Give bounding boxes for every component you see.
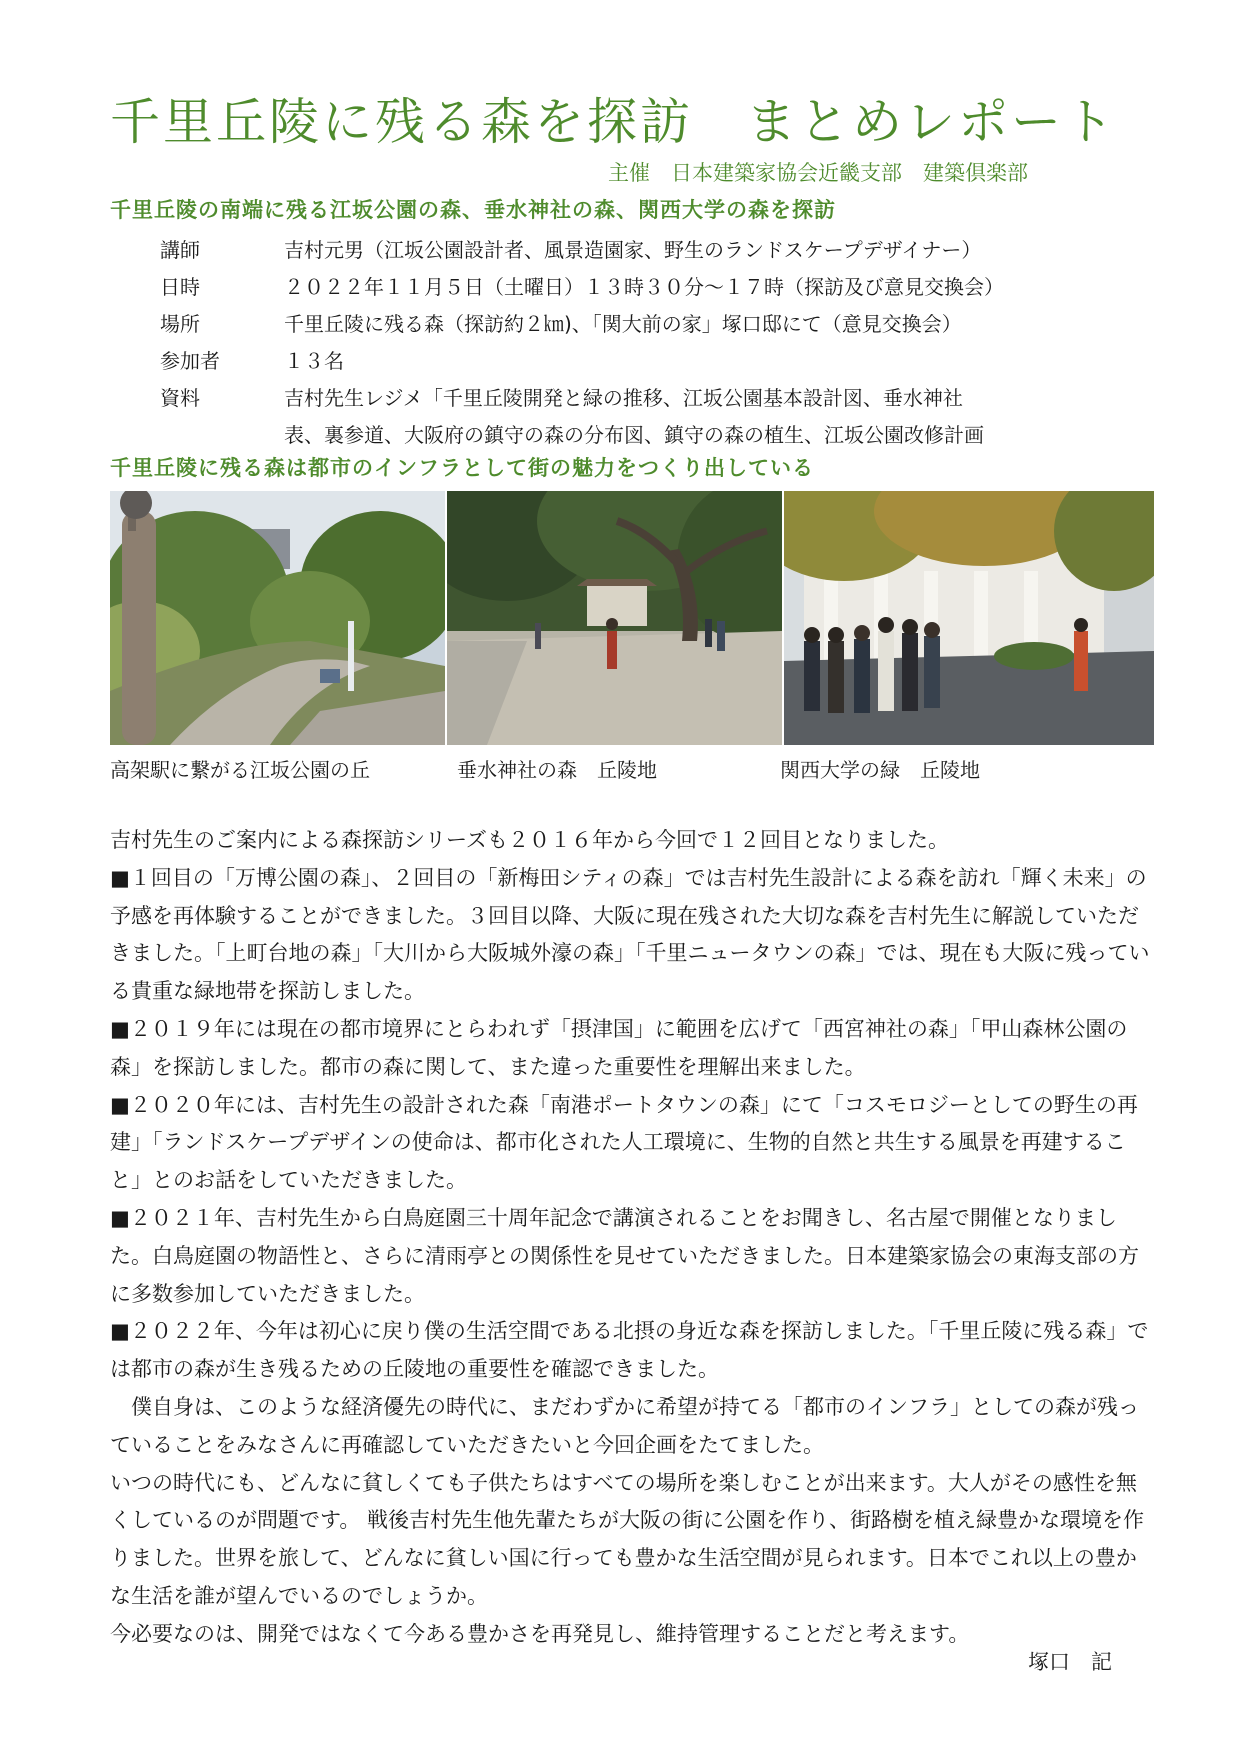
info-row-participants bbox=[160, 341, 1160, 378]
info-row-materials bbox=[160, 378, 1160, 415]
place-label: 場所 bbox=[160, 312, 200, 336]
lecturer-value: 吉村元男（江坂公園設計者、風景造園家、野生のランドスケープデザイナー） bbox=[284, 238, 982, 262]
place-value: 千里丘陵に残る森（探訪約２㎞)、「関大前の家」塚口邸にて（意見交換会） bbox=[284, 312, 962, 336]
photo-strip bbox=[110, 491, 1154, 745]
report-body bbox=[110, 822, 1155, 1654]
photo-kansai-university bbox=[784, 491, 1154, 745]
esaka-park-image bbox=[110, 491, 445, 745]
caption-kansai-university: 関西大学の緑 丘陵地 bbox=[780, 758, 980, 782]
date-value: ２０２２年１１月５日（土曜日）１３時３０分～１７時（探訪及び意見交換会） bbox=[284, 275, 1004, 299]
photo-esaka-park bbox=[110, 491, 445, 745]
report-title: 千里丘陵に残る森を探訪 まとめレポート bbox=[110, 93, 1117, 151]
materials-label: 資料 bbox=[160, 386, 200, 410]
event-info bbox=[160, 230, 1160, 452]
photo-tarumi-shrine bbox=[447, 491, 782, 745]
lecturer-label: 講師 bbox=[160, 238, 200, 262]
info-row-lecturer bbox=[160, 230, 1160, 267]
participants-value: １３名 bbox=[284, 349, 344, 373]
subheading-forests: 千里丘陵の南端に残る江坂公園の森、垂水神社の森、関西大学の森を探訪 bbox=[110, 198, 836, 222]
paragraph-2020: ■２０２０年には、吉村先生の設計された森「南港ポートタウンの森」にて「コスモロジーとしての野生の再建」「ランドスケープデザインの使命は、都市化された人工環境に、生物的自然と共生する風景を再建すること」とのお話をしていただきました。 bbox=[110, 1092, 1138, 1193]
subheading-infrastructure: 千里丘陵に残る森は都市のインフラとして街の魅力をつくり出している bbox=[110, 456, 814, 480]
materials-value-line1: 吉村先生レジメ「千里丘陵開発と緑の推移、江坂公園基本設計図、垂水神社 bbox=[284, 386, 963, 410]
caption-tarumi-shrine: 垂水神社の森 丘陵地 bbox=[457, 758, 657, 782]
kansai-university-image bbox=[784, 491, 1154, 745]
date-label: 日時 bbox=[160, 275, 200, 299]
paragraph-first-sessions: ■１回目の「万博公園の森」、２回目の「新梅田シティの森」では吉村先生設計による森を訪れ「輝く未来」の予感を再体験することができました。３回目以降、大阪に現在残された大切な森を吉村先生に解説していただきました。「上町台地の森」「大川から大阪城外濠の森」「千里ニュータウンの森」では、現在も大阪に残っている貴重な緑地帯を探訪しました。 bbox=[110, 865, 1150, 1004]
paragraph-motivation: 僕自身は、このような経済優先の時代に、まだわずかに希望が持てる「都市のインフラ」としての森が残っていることをみなさんに再確認していただきたいと今回企画をたてました。 bbox=[110, 1394, 1139, 1457]
paragraph-conclusion: 今必要なのは、開発ではなくて今ある豊かさを再発見し、維持管理することだと考えます。 bbox=[110, 1621, 970, 1646]
participants-label: 参加者 bbox=[160, 349, 220, 373]
paragraph-children: いつの時代にも、どんなに貧しくても子供たちはすべての場所を楽しむことが出来ます。大人がその感性を無くしているのが問題です。 戦後吉村先生他先輩たちが大阪の街に公園を作り、街路樹を植え緑豊かな環境を作りました。世界を旅して、どんなに貧しい国に行っても豊かな生活空間が見られます。日本でこれ以上の豊かな生活を誰が望んでいるのでしょうか。 bbox=[110, 1470, 1144, 1608]
materials-value-line2: 表、裏参道、大阪府の鎮守の森の分布図、鎮守の森の植生、江坂公園改修計画 bbox=[284, 423, 984, 447]
tarumi-shrine-image bbox=[447, 491, 782, 745]
caption-esaka-park: 高架駅に繋がる江坂公園の丘 bbox=[110, 758, 370, 782]
paragraph-2019: ■２０１９年には現在の都市境界にとらわれず「摂津国」に範囲を広げて「西宮神社の森」「甲山森林公園の森」を探訪しました。都市の森に関して、また違った重要性を理解出来ました。 bbox=[110, 1016, 1128, 1079]
paragraph-intro: 吉村先生のご案内による森探訪シリーズも２０１６年から今回で１２回目となりました。 bbox=[110, 828, 949, 852]
author-signature: 塚口 記 bbox=[1028, 1650, 1112, 1674]
paragraph-2022: ■２０２２年、今年は初心に戻り僕の生活空間である北摂の身近な森を探訪しました。「千里丘陵に残る森」では都市の森が生き残るための丘陵地の重要性を確認できました。 bbox=[110, 1319, 1149, 1382]
paragraph-2021: ■２０２１年、吉村先生から白鳥庭園三十周年記念で講演されることをお聞きし、名古屋で開催となりました。白鳥庭園の物語性と、さらに清雨亭との関係性を見せていただきました。日本建築家協会の東海支部の方に多数参加していただきました。 bbox=[110, 1205, 1139, 1306]
info-row-place bbox=[160, 304, 1160, 341]
organizer-line: 主催 日本建築家協会近畿支部 建築倶楽部 bbox=[608, 161, 1028, 185]
info-row-date bbox=[160, 267, 1160, 304]
